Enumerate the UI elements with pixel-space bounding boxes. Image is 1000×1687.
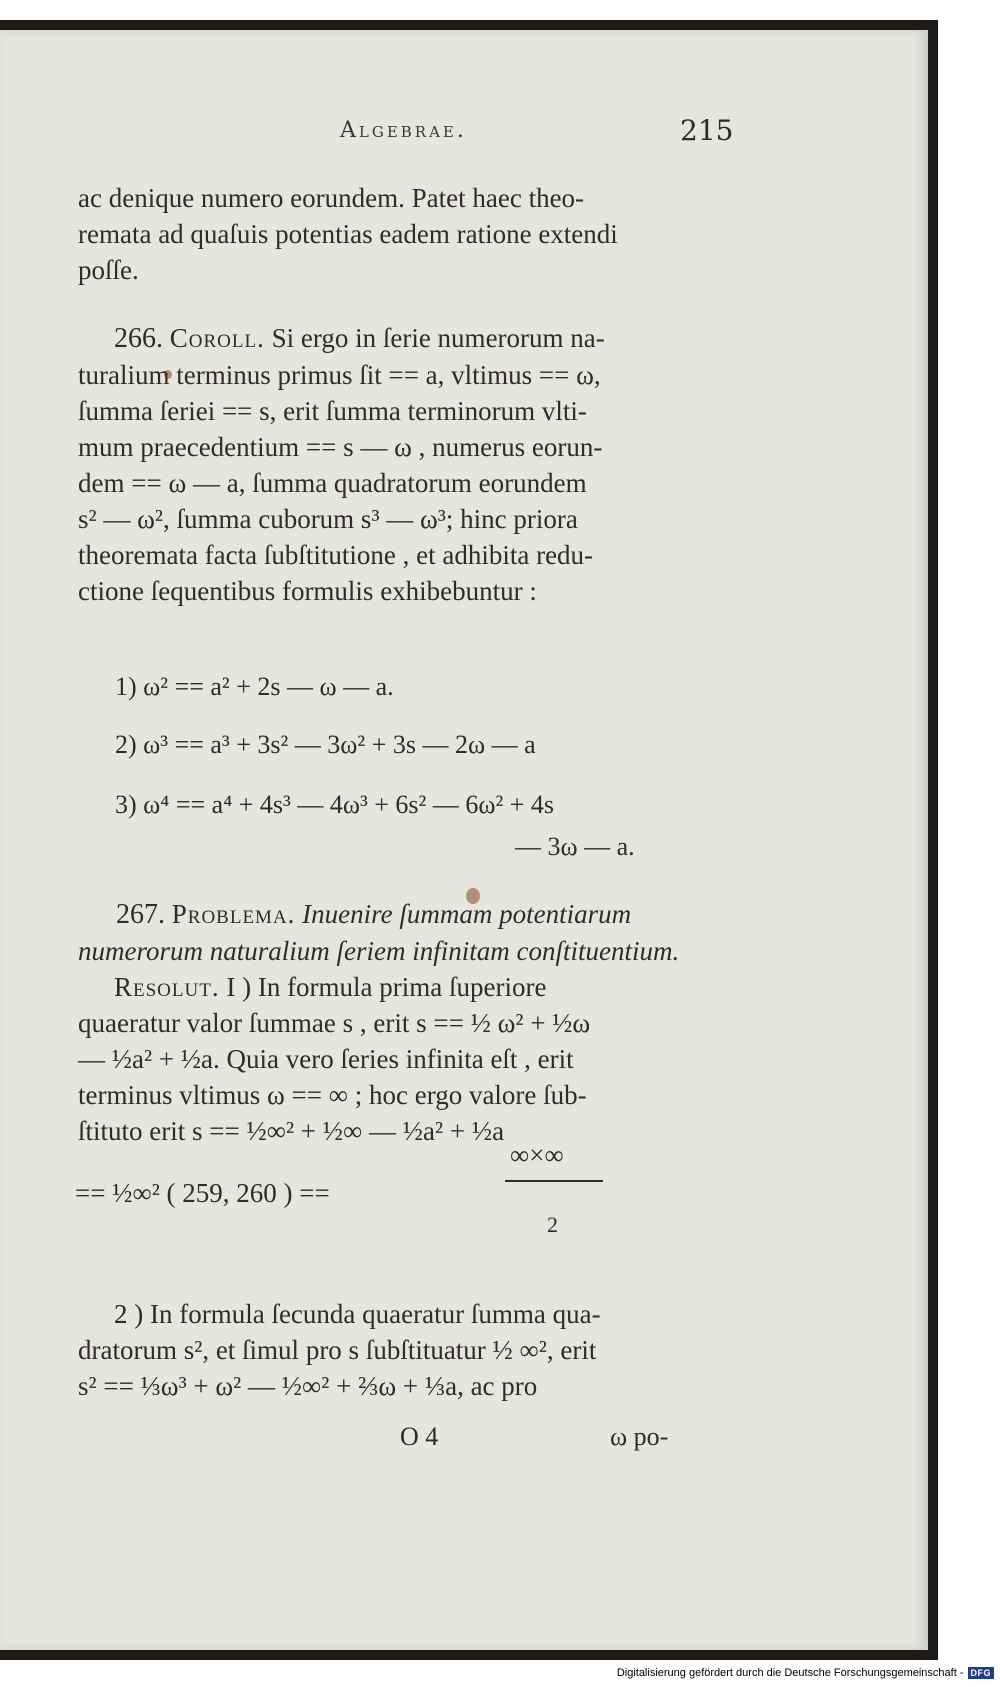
formula-2: 2) ω³ == a³ + 3s² — 3ω² + 3s — 2ω — a [115,730,536,759]
section-label: Problema. [171,899,296,929]
paragraph-2 [78,1296,738,1404]
text-line: 2 ) In formula ſecunda quaeratur ſumma qua- [114,1299,601,1329]
text-line: turalium terminus primus ſit == a, vltimus == ω, [78,360,601,390]
page-header [0,114,928,158]
problem-statement: Inuenire ſummam potentiarum [295,899,632,929]
text-line: — ½a² + ½a. Quia vero ſeries infinita eſt , erit [78,1044,574,1074]
page-number: 215 [680,114,734,147]
credit-text: Digitalisierung gefördert durch die Deutsche Forschungsgemeinschaft - [616,1667,964,1679]
text-line: dem == ω — a, ſumma quadratorum eorundem [78,468,587,498]
text-line: s² == ⅓ω³ + ω² — ½∞² + ⅔ω + ⅓a, ac pro [78,1371,538,1401]
text-line: s² — ω², ſumma cuborum s³ — ω³; hinc priora [78,504,578,534]
text-line [78,896,738,933]
running-head: Algebrae. [340,118,467,143]
text-line: theoremata facta ſubſtitutione , et adhibita redu- [78,540,594,570]
formula-1: 1) ω² == a² + 2s — ω — a. [115,672,394,701]
digitization-credit [617,1667,994,1679]
formula-3-continuation: — 3ω — a. [515,832,635,861]
fraction-numerator: ∞×∞ [510,1140,564,1170]
catchword: ω po- [610,1422,669,1451]
problem-statement: numerorum naturalium ſeriem infinitam conſtituentium. [78,936,680,966]
text-line: ſumma ſeriei == s, erit ſumma terminorum vlti- [78,396,587,426]
section-number: 266. [114,323,163,354]
resolution-label: Resolut. [114,972,220,1002]
text-line: poſſe. [78,255,139,285]
text-line [78,969,738,1005]
fraction-denominator: 2 [547,1212,558,1237]
section-number: 267. [116,899,165,930]
text-line [78,320,738,357]
signature-mark: O 4 [400,1422,439,1451]
text-line: quaeratur valor ſummae s , erit s == ½ ω² + ½ω [78,1008,591,1038]
dfg-logo-icon: DFG [968,1667,995,1679]
fraction-expression [75,1140,675,1260]
text-line: remata ad quaſuis potentias eadem ratione extendi [78,219,618,249]
text-line: ac denique numero eorundem. Patet haec theo- [78,183,585,213]
fraction-bar [505,1180,603,1182]
fraction-left-side: == ½∞² ( 259, 260 ) == [75,1178,330,1208]
problem-267 [78,896,738,1149]
text-line: ctione ſequentibus formulis exhibebuntur : [78,576,537,606]
corollary-266 [78,320,738,609]
intro-paragraph [78,180,738,288]
text-line: terminus vltimus ω == ∞ ; hoc ergo valore ſub- [78,1080,587,1110]
text-line: ſtituto erit s == ½∞² + ½∞ — ½a² + ½a [78,1116,505,1146]
text-line: Si ergo in ſerie numerorum na- [264,323,605,353]
text-line: dratorum s², et ſimul pro s ſubſtituatur ½ ∞², erit [78,1335,597,1365]
text-line: mum praecedentium == s — ω , numerus eorun- [78,432,603,462]
formula-3: 3) ω⁴ == a⁴ + 4s³ — 4ω³ + 6s² — 6ω² + 4s [115,790,555,819]
text-line: I ) In formula prima ſuperiore [219,972,547,1002]
section-label: Coroll. [169,323,265,353]
